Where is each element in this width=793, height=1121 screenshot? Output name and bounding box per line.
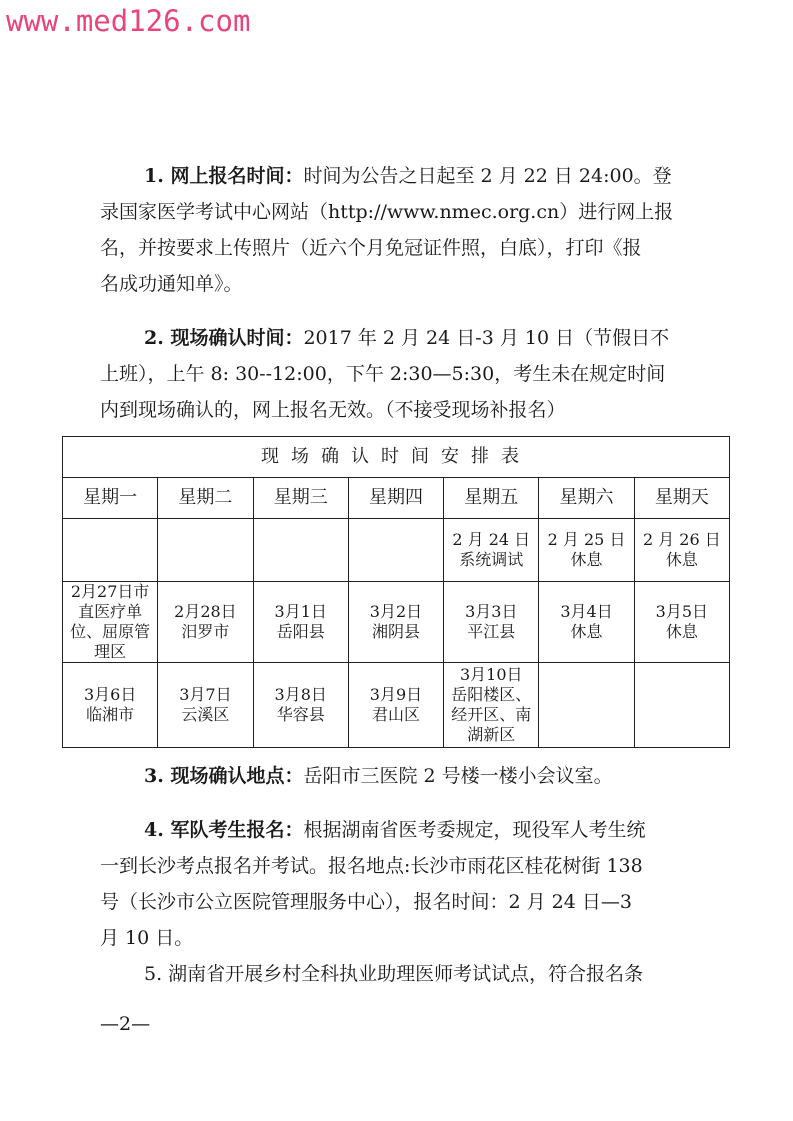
table-cell — [348, 519, 443, 582]
paragraph-military-registration — [100, 812, 700, 956]
cell-area: 湘阴县 — [371, 622, 420, 641]
onsite-location-label: 3. 现场确认地点： — [144, 765, 304, 787]
table-cell — [63, 519, 158, 582]
cell-area: 休息 — [570, 550, 603, 569]
p5-text: 5. 湖南省开展乡村全科执业助理医师考试试点，符合报名条 — [144, 963, 644, 985]
cell-area: 平江县 — [467, 622, 516, 641]
cell-date: 3月10日 — [459, 665, 523, 684]
table-cell — [444, 519, 539, 582]
header-cell: 星期二 — [158, 478, 253, 519]
cell-date: 2 月 26 日 — [642, 530, 721, 549]
table-cell — [634, 582, 729, 663]
watermark-url: www.med126.com — [6, 4, 251, 38]
table-cell — [539, 582, 634, 663]
table-row — [63, 519, 730, 582]
table-row — [63, 582, 730, 663]
cell-date: 3月5日 — [655, 602, 709, 621]
table-row — [63, 663, 730, 748]
cell-area: 系统调试 — [459, 550, 524, 569]
cell-area: 休息 — [570, 622, 603, 641]
table-cell — [253, 582, 348, 663]
table-cell — [63, 663, 158, 748]
table-cell — [539, 663, 634, 748]
table-cell — [158, 519, 253, 582]
cell-area: 华容县 — [276, 705, 325, 724]
table-cell — [253, 519, 348, 582]
p1-line-4: 名成功通知单》。 — [100, 273, 243, 295]
p4-line-3: 号（长沙市公立医院管理服务中心），报名时间：2 月 24 日—3 — [100, 891, 632, 913]
table-cell — [158, 663, 253, 748]
cell-date: 2 月 24 日 — [452, 530, 531, 549]
cell-area: 君山区 — [371, 705, 420, 724]
table-cell — [444, 582, 539, 663]
cell-date: 3月1日 — [274, 602, 327, 621]
p3-text: 岳阳市三医院 2 号楼一楼小会议室。 — [303, 765, 613, 787]
cell-date: 3月6日 — [83, 685, 137, 704]
cell-date: 3月2日 — [369, 602, 423, 621]
confirmation-schedule-table — [62, 436, 730, 748]
cell-area: 直医疗单 — [78, 602, 143, 621]
cell-date: 3月4日 — [560, 602, 613, 621]
cell-area: 理区 — [94, 642, 127, 661]
table-header-row — [63, 478, 730, 519]
paragraph-onsite-confirmation-time — [100, 320, 700, 428]
cell-date: 2月27日市 — [70, 582, 150, 601]
p4-line-1: 根据湖南省医考委规定，现役军人考生统 — [303, 819, 646, 841]
cell-date: 3月9日 — [369, 685, 423, 704]
cell-area: 岳阳县 — [276, 622, 325, 641]
cell-date: 2 月 25 日 — [547, 530, 626, 549]
header-cell: 星期天 — [634, 478, 729, 519]
header-cell: 星期四 — [348, 478, 443, 519]
cell-area: 位、屈原管 — [70, 622, 151, 641]
table-cell — [539, 519, 634, 582]
paragraph-rural-pilot — [100, 956, 700, 992]
page-number: —2— — [100, 1013, 151, 1035]
table-cell — [253, 663, 348, 748]
p2-line-3: 内到现场确认的，网上报名无效。（不接受现场补报名） — [100, 399, 566, 421]
table-cell — [63, 582, 158, 663]
cell-area: 经开区、南 — [451, 705, 532, 724]
table-cell — [158, 582, 253, 663]
p1-line-1: 时间为公告之日起至 2 月 22 日 24:00。登 — [303, 165, 672, 187]
paragraph-onsite-location — [100, 758, 700, 794]
header-cell: 星期五 — [444, 478, 539, 519]
online-registration-label: 1. 网上报名时间： — [144, 165, 304, 187]
header-cell: 星期六 — [539, 478, 634, 519]
onsite-time-label: 2. 现场确认时间： — [144, 327, 304, 349]
header-cell: 星期三 — [253, 478, 348, 519]
paragraph-online-registration — [100, 158, 700, 302]
header-cell: 星期一 — [63, 478, 158, 519]
p4-line-4: 月 10 日。 — [100, 927, 194, 949]
table-cell — [348, 582, 443, 663]
cell-date: 3月7日 — [179, 685, 232, 704]
cell-date: 3月3日 — [465, 602, 518, 621]
p1-line-3: 名，并按要求上传照片（近六个月免冠证件照，白底），打印《报 — [100, 237, 642, 259]
table-title: 现场确认时间安排表 — [63, 437, 730, 478]
cell-area: 云溪区 — [181, 705, 230, 724]
p1-line-2: 录国家医学考试中心网站（http://www.nmec.org.cn）进行网上报 — [100, 201, 674, 223]
military-registration-label: 4. 军队考生报名： — [144, 819, 304, 841]
table-cell — [348, 663, 443, 748]
cell-area: 休息 — [665, 550, 698, 569]
table-cell — [444, 663, 539, 748]
cell-area: 湖新区 — [467, 725, 516, 744]
cell-date: 3月8日 — [274, 685, 327, 704]
table-cell — [634, 519, 729, 582]
p2-line-2: 上班），上午 8: 30--12:00，下午 2:30—5:30，考生未在规定时间 — [100, 363, 666, 385]
cell-area: 汨罗市 — [181, 622, 230, 641]
cell-area: 岳阳楼区、 — [451, 685, 532, 704]
cell-date: 2月28日 — [174, 602, 237, 621]
p4-line-2: 一到长沙考点报名并考试。报名地点:长沙市雨花区桂花树街 138 — [100, 855, 643, 877]
p2-line-1: 2017 年 2 月 24 日-3 月 10 日（节假日不 — [303, 327, 670, 349]
cell-area: 休息 — [665, 622, 698, 641]
table-cell — [634, 663, 729, 748]
cell-area: 临湘市 — [86, 705, 135, 724]
